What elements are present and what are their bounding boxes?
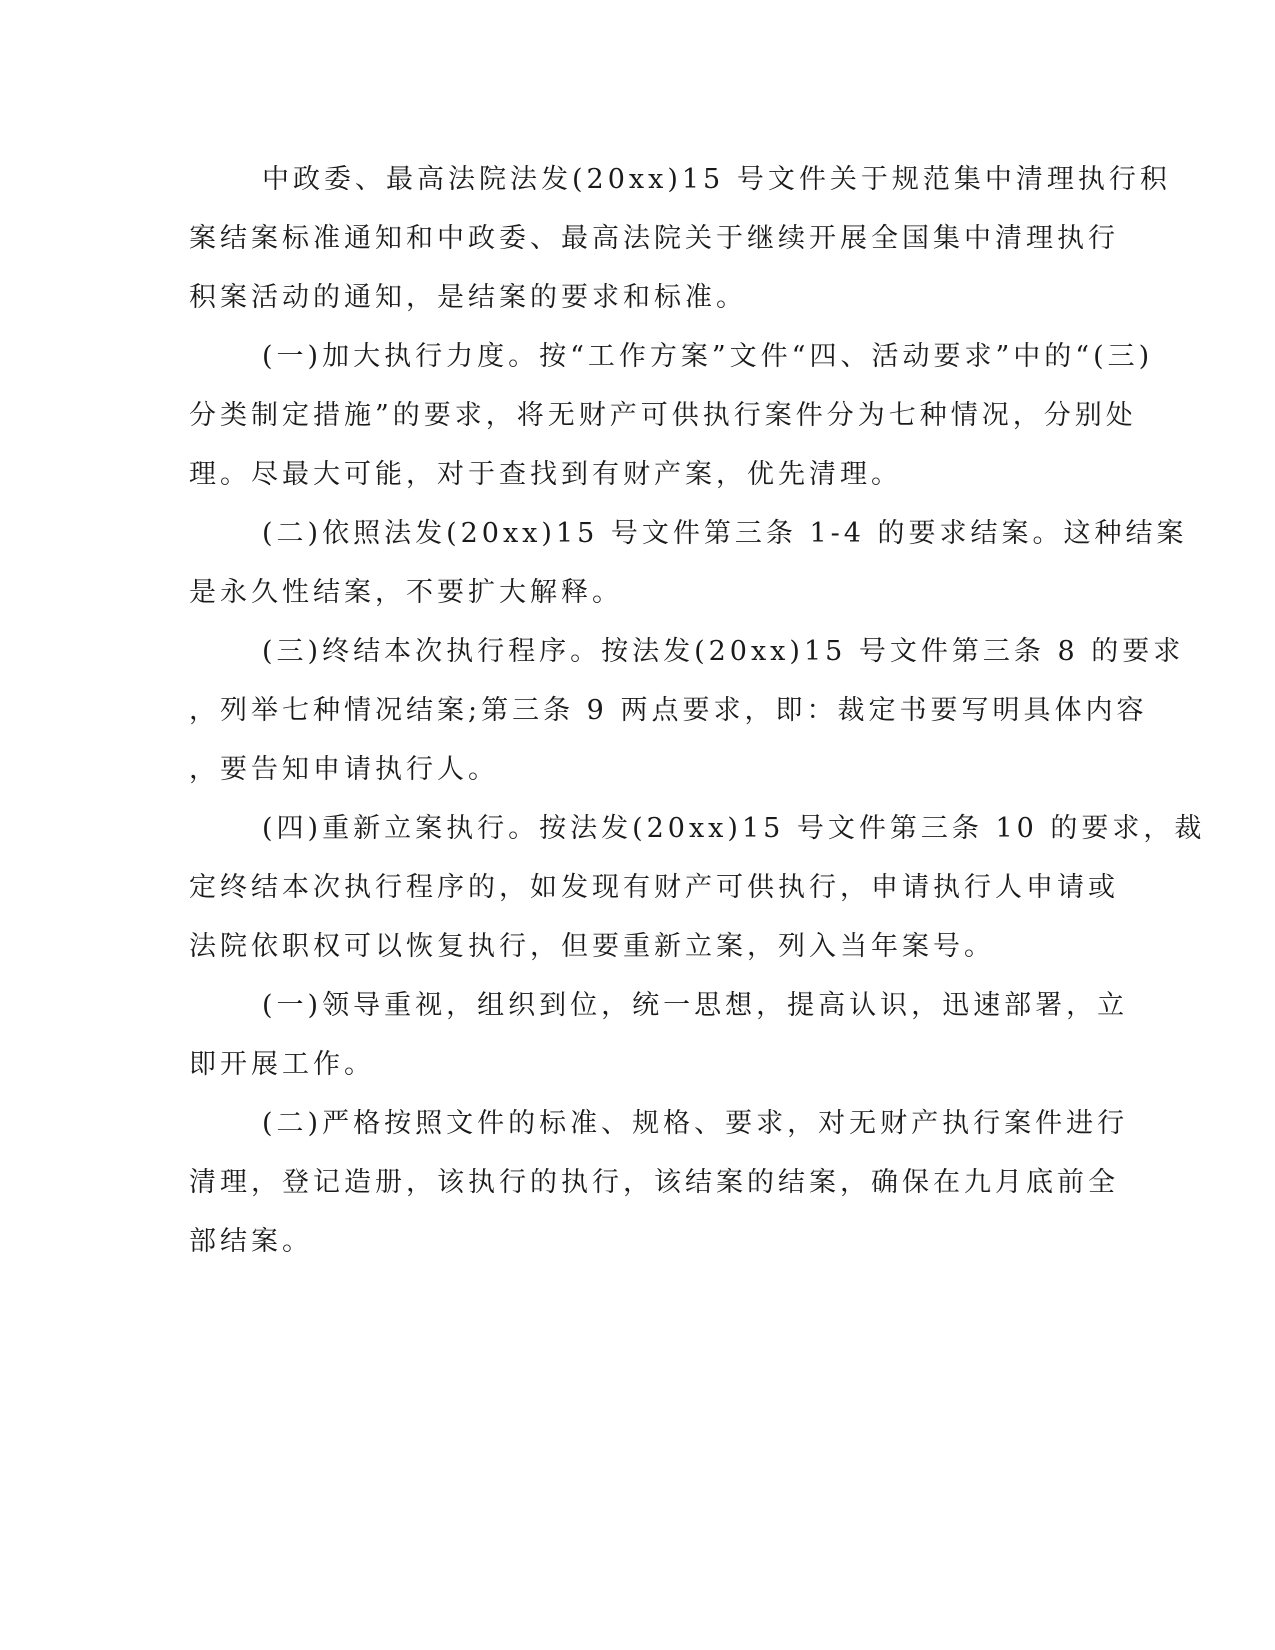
paragraph-4-line-3: ，要告知申请执行人。 [189,754,499,785]
paragraph-1-line-3: 积案活动的通知，是结案的要求和标准。 [189,282,747,313]
paragraph-7-line-2: 清理，登记造册，该执行的执行，该结案的结案，确保在九月底前全 [189,1167,1119,1198]
paragraph-5-line-3: 法院依职权可以恢复执行，但要重新立案，列入当年案号。 [189,931,995,962]
paragraph-6-line-1: (一)领导重视，组织到位，统一思想，提高认识，迅速部署，立 [262,990,1129,1021]
paragraph-2-line-1: (一)加大执行力度。按“工作方案”文件“四、活动要求”中的“(三) [262,341,1154,372]
paragraph-3-line-1: (二)依照法发(20xx)15 号文件第三条 1-4 的要求结案。这种结案 [262,518,1188,549]
paragraph-5-line-1: (四)重新立案执行。按法发(20xx)15 号文件第三条 10 的要求，裁 [262,813,1206,844]
paragraph-5-line-2: 定终结本次执行程序的，如发现有财产可供执行，申请执行人申请或 [189,872,1119,903]
paragraph-1-line-2: 案结案标准通知和中政委、最高法院关于继续开展全国集中清理执行 [189,223,1119,254]
paragraph-6-line-2: 即开展工作。 [189,1049,375,1080]
paragraph-7-line-3: 部结案。 [189,1226,313,1257]
paragraph-3-line-2: 是永久性结案，不要扩大解释。 [189,577,623,608]
paragraph-4-line-2: ，列举七种情况结案;第三条 9 两点要求，即：裁定书要写明具体内容 [189,695,1148,726]
paragraph-1-line-1: 中政委、最高法院法发(20xx)15 号文件关于规范集中清理执行积 [262,164,1171,195]
paragraph-2-line-3: 理。尽最大可能，对于查找到有财产案，优先清理。 [189,459,902,490]
paragraph-2-line-2: 分类制定措施”的要求，将无财产可供执行案件分为七种情况，分别处 [189,400,1137,431]
paragraph-7-line-1: (二)严格按照文件的标准、规格、要求，对无财产执行案件进行 [262,1108,1129,1139]
paragraph-4-line-1: (三)终结本次执行程序。按法发(20xx)15 号文件第三条 8 的要求 [262,636,1185,667]
